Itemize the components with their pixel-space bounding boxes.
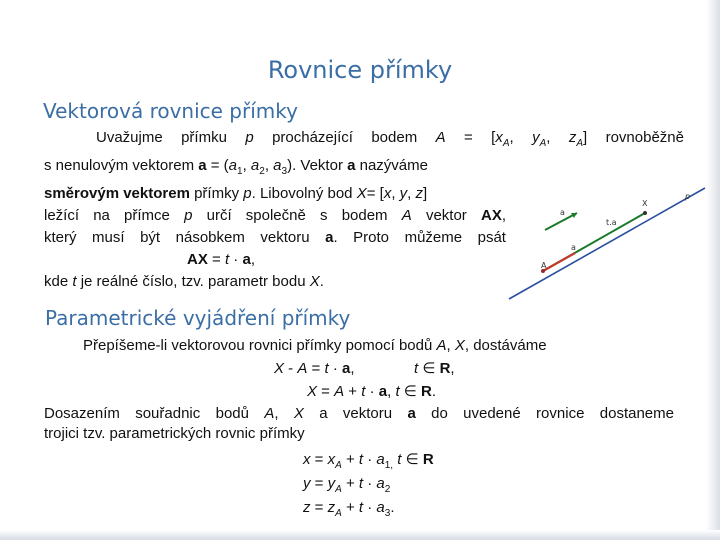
label-A: A bbox=[541, 261, 547, 270]
parametric-eq-y: $y = y_A + t \cdot a_2$ bbox=[303, 475, 391, 495]
label-a-line: a bbox=[571, 243, 576, 252]
point-X bbox=[643, 211, 647, 215]
substitution-paragraph bbox=[44, 404, 674, 444]
label-ta: t.a bbox=[606, 218, 617, 227]
paragraph-line-4: ležící na přímce p určí společně s bodem A vektor AX, bbox=[44, 207, 506, 224]
substitution-line-1: Dosazením souřadnic bodů A, X a vektoru a do uvedené rovnice dostaneme bbox=[44, 405, 674, 422]
equation-x-minus-a-condition: t ∈ R, bbox=[414, 360, 455, 377]
paragraph-line-2: s nenulovým vektorem $a = (a_1$, $a_2$, $a_3$). Vektor a nazýváme bbox=[44, 157, 428, 177]
parametric-intro: Přepíšeme-li vektorovou rovnici přímky pomocí bodů A, X, dostáváme bbox=[83, 337, 547, 354]
paragraph-line-6: kde t je reálné číslo, tzv. parametr bodu X. bbox=[44, 273, 324, 290]
label-X: X bbox=[642, 199, 648, 208]
slide-title: Rovnice přímky bbox=[267, 56, 453, 84]
line-p bbox=[509, 188, 705, 299]
vector-equation: AX = t · a, bbox=[187, 251, 255, 268]
label-a-free: a bbox=[560, 208, 565, 217]
section-heading-vector: Vektorová rovnice přímky bbox=[43, 99, 298, 123]
equation-x-minus-a: X - A = t · a, bbox=[274, 360, 355, 377]
equation-x-equals: X = A + t · a, t ∈ R. bbox=[307, 383, 437, 400]
label-p: p bbox=[685, 192, 691, 201]
slide-edge-bottom bbox=[0, 530, 720, 540]
paragraph-line-5: který musí být násobkem vektoru a. Proto můžeme psát bbox=[44, 229, 506, 246]
line-vector-figure bbox=[505, 155, 710, 305]
parametric-eq-z: $z = z_A + t \cdot a_3$. bbox=[303, 499, 395, 519]
parametric-eq-x: $x = x_A + t \cdot a_{1,}$ t ∈ R bbox=[303, 451, 434, 471]
section-heading-parametric: Parametrické vyjádření přímky bbox=[45, 306, 351, 330]
paragraph-line-3: směrovým vektorem přímky p. Libovolný bod X= [x, y, z] bbox=[44, 185, 428, 202]
vector-a-on-line bbox=[543, 253, 575, 271]
substitution-line-2: trojici tzv. parametrických rovnic přímky bbox=[44, 425, 305, 442]
paragraph-line-1: Uvažujme přímku p procházející bodem $A = [x_A$, $y_A$, $z_A$] rovnoběžně bbox=[96, 129, 684, 149]
